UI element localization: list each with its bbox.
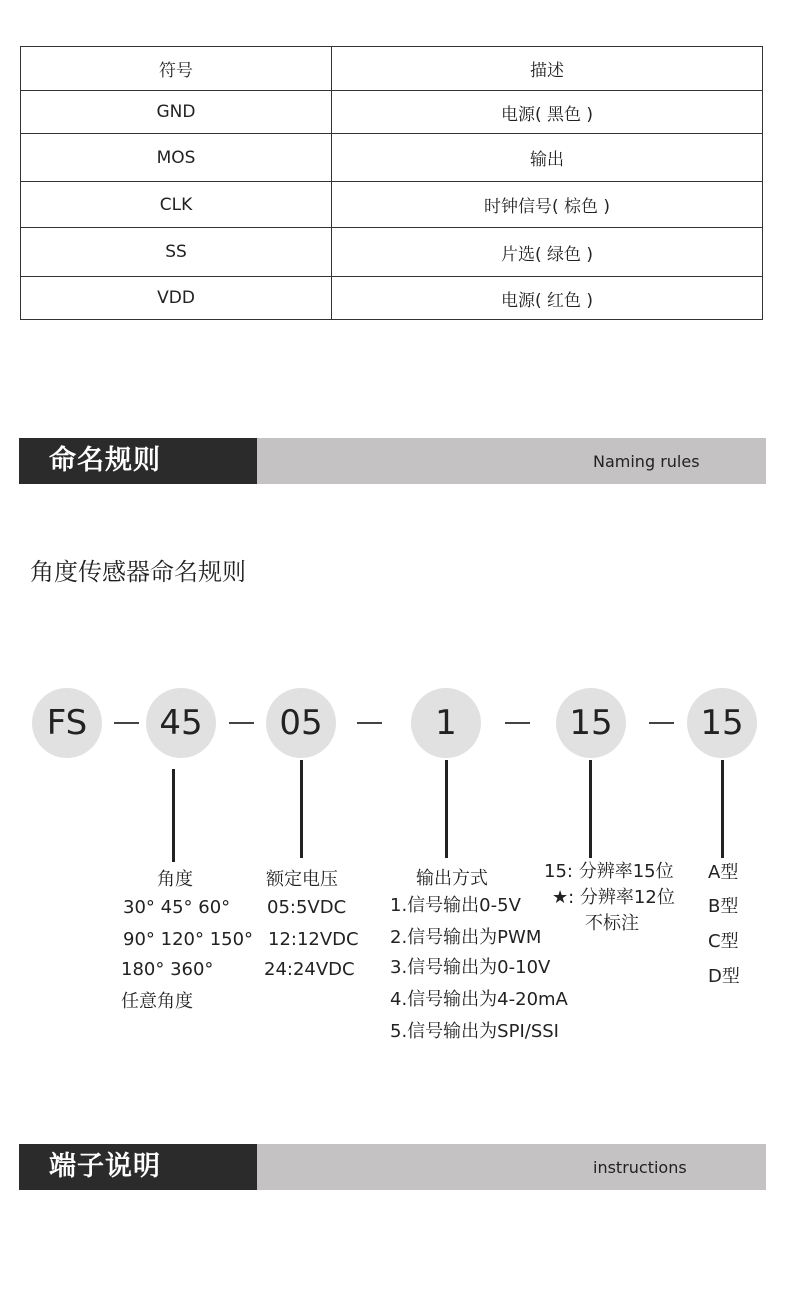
separator-dash [649, 722, 674, 724]
table-row [21, 182, 763, 228]
angle-any: 任意角度 [121, 991, 193, 1012]
naming-section-title: 角度传感器命名规则 [30, 558, 246, 586]
leader-line-type [721, 760, 724, 858]
angle-values: 180° 360° [121, 959, 214, 980]
resolution-option: 15: 分辨率15位 [544, 861, 674, 882]
table-row [21, 277, 763, 320]
pin-description: 片选( 绿色 ) [332, 228, 763, 277]
pin-description: 电源( 黑色 ) [332, 91, 763, 134]
pin-symbol: GND [21, 91, 332, 134]
voltage-option: 12:12VDC [268, 929, 359, 950]
leader-line-angle [172, 769, 175, 862]
output-option: 4.信号输出为4-20mA [390, 989, 568, 1010]
leader-line-output [445, 760, 448, 858]
naming-rules-banner [19, 438, 766, 484]
pin-description: 电源( 红色 ) [332, 277, 763, 320]
table-row [21, 228, 763, 277]
code-circle-type: 15 [687, 688, 757, 758]
pin-symbol: SS [21, 228, 332, 277]
terminal-title: 端子说明 [19, 1144, 257, 1190]
voltage-option: 05:5VDC [267, 897, 347, 918]
separator-dash [505, 722, 530, 724]
naming-rules-title: 命名规则 [19, 438, 257, 484]
separator-dash [114, 722, 139, 724]
output-label: 输出方式 [416, 868, 488, 889]
terminal-subtitle: instructions [593, 1158, 687, 1177]
resolution-option: ★: 分辨率12位 [552, 887, 675, 908]
output-option: 3.信号输出为0-10V [390, 957, 551, 978]
output-option: 1.信号输出0-5V [390, 895, 521, 916]
voltage-label: 额定电压 [266, 869, 338, 890]
leader-line-voltage [300, 760, 303, 858]
angle-values: 30° 45° 60° [123, 897, 231, 918]
code-circle-output: 1 [411, 688, 481, 758]
pin-symbol: MOS [21, 134, 332, 182]
code-circle-resolution: 15 [556, 688, 626, 758]
table-header-row [21, 47, 763, 91]
table-header-symbol: 符号 [21, 47, 332, 91]
pin-description: 输出 [332, 134, 763, 182]
angle-values: 90° 120° 150° [123, 929, 254, 950]
voltage-option: 24:24VDC [264, 959, 355, 980]
pin-symbol: CLK [21, 182, 332, 228]
output-option: 5.信号输出为SPI/SSI [390, 1021, 559, 1042]
code-circle-angle: 45 [146, 688, 216, 758]
naming-rules-subtitle: Naming rules [593, 452, 700, 471]
type-option: A型 [708, 862, 739, 883]
separator-dash [229, 722, 254, 724]
type-option: B型 [708, 896, 739, 917]
leader-line-resolution [589, 760, 592, 858]
separator-dash [357, 722, 382, 724]
pin-description: 时钟信号( 棕色 ) [332, 182, 763, 228]
table-row [21, 91, 763, 134]
terminal-banner [19, 1144, 766, 1190]
table-header-description: 描述 [332, 47, 763, 91]
code-circle-prefix: FS [32, 688, 102, 758]
table-row [21, 134, 763, 182]
pinout-table [20, 46, 763, 320]
angle-label: 角度 [157, 869, 193, 890]
type-option: C型 [708, 931, 739, 952]
pin-symbol: VDD [21, 277, 332, 320]
code-circle-voltage: 05 [266, 688, 336, 758]
type-option: D型 [708, 966, 740, 987]
output-option: 2.信号输出为PWM [390, 927, 542, 948]
resolution-note: 不标注 [585, 913, 639, 934]
